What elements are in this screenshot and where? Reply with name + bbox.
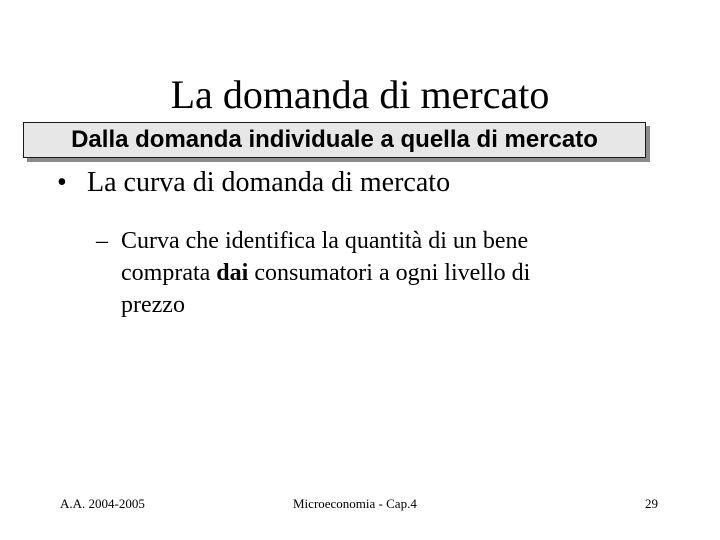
footer-course-chapter: Microeconomia - Cap.4 xyxy=(293,496,417,511)
sub-bullet-marker: – xyxy=(96,228,108,254)
sub-bullet-line-2-start: comprata xyxy=(121,260,217,286)
sub-bullet-line-1: Curva che identifica la quantità di un bene xyxy=(121,228,529,254)
section-header-box xyxy=(23,122,646,158)
bullet-item xyxy=(57,165,450,201)
footer-page-number: 29 xyxy=(645,496,658,511)
sub-bullet-line-3: prezzo xyxy=(121,292,185,318)
footer-academic-year: A.A. 2004-2005 xyxy=(60,496,145,511)
slide-title: La domanda di mercato xyxy=(170,72,550,117)
sub-bullet-line-2-end: consumatori a ogni livello di xyxy=(248,260,531,286)
sub-bullet-item xyxy=(96,225,616,321)
bullet-marker: • xyxy=(57,167,67,198)
bullet-text: La curva di domanda di mercato xyxy=(87,167,451,198)
section-header-text: Dalla domanda individuale a quella di mercato xyxy=(71,126,598,153)
sub-bullet-text xyxy=(121,225,616,321)
sub-bullet-bold-word: dai xyxy=(216,260,249,286)
sub-bullet-line-2 xyxy=(121,257,616,289)
